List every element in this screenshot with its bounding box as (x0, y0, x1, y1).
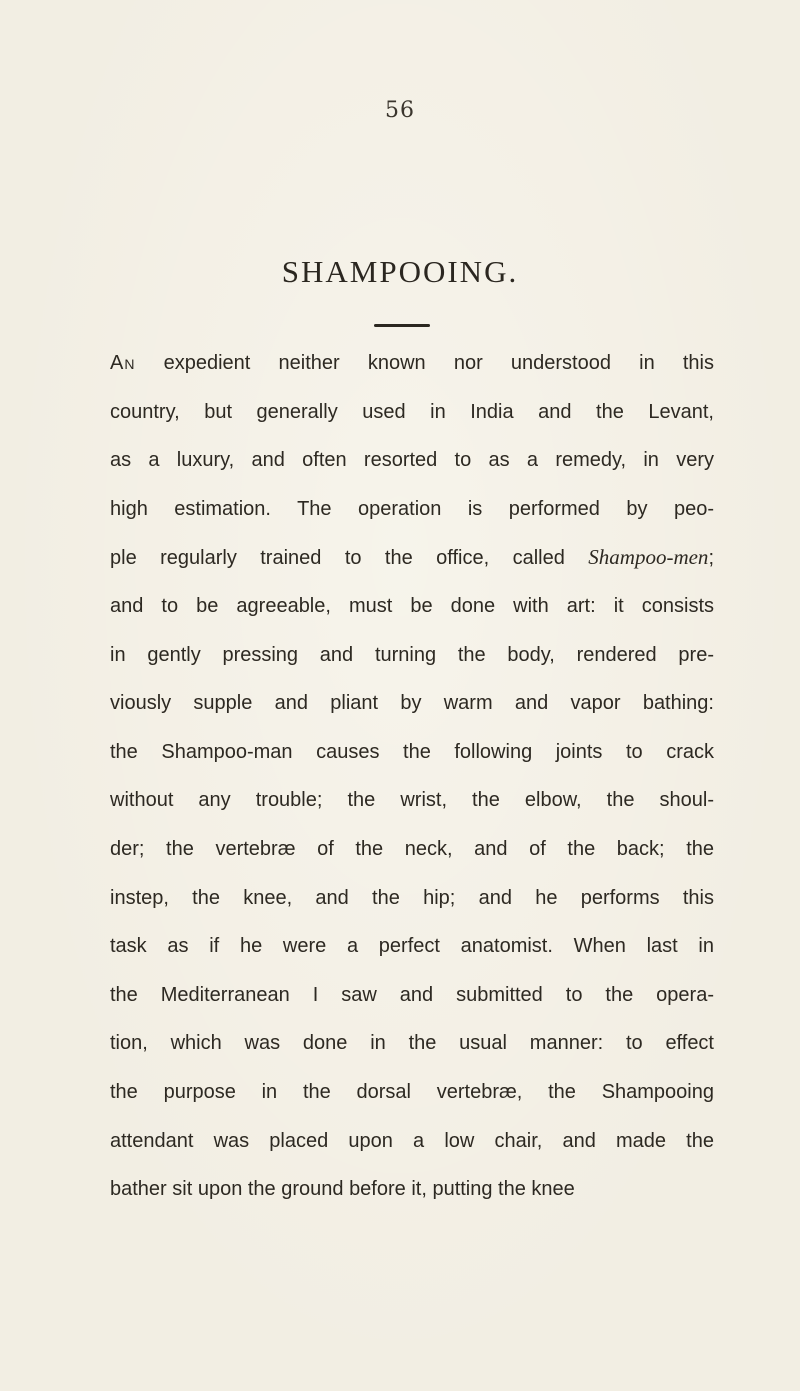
text-line: the Shampoo-man causes the following joints to crack (110, 740, 714, 763)
text-line: without any trouble; the wrist, the elbow, the shoul- (110, 789, 714, 812)
text-line: der; the vertebræ of the neck, and of the back; the (110, 837, 714, 860)
text-line: task as if he were a perfect anatomist. When last in (110, 935, 714, 958)
text-line: attendant was placed upon a low chair, and made the (110, 1129, 714, 1152)
title-rule (374, 324, 430, 327)
text-line: bather sit upon the ground before it, putting the knee (110, 1178, 575, 1201)
opening-word: An (110, 352, 136, 374)
line-text: expedient neither known nor understood in this (135, 352, 714, 374)
text-line: and to be agreeable, must be done with art: it consists (110, 594, 714, 617)
line-text: ple regularly trained to the office, called (110, 547, 589, 570)
italic-term: Shampoo-men (588, 545, 709, 570)
chapter-title: SHAMPOOING. (281, 254, 519, 289)
text-line: tion, which was done in the usual manner: to effect (110, 1032, 714, 1055)
text-line: instep, the knee, and the hip; and he performs this (110, 886, 714, 909)
text-line (110, 533, 714, 582)
text-line (110, 339, 714, 388)
text-line: the Mediterranean I saw and submitted to the opera- (110, 983, 714, 1006)
text-line: viously supple and pliant by warm and vapor bathing: (110, 692, 714, 715)
text-line: high estimation. The operation is performed by peo- (110, 497, 714, 520)
body-text (110, 339, 714, 1214)
page-number: 56 (385, 98, 415, 123)
text-line: in gently pressing and turning the body, rendered pre- (110, 643, 714, 666)
text-line: as a luxury, and often resorted to as a remedy, in very (110, 449, 714, 472)
line-tail: ; (708, 547, 714, 570)
text-line: country, but generally used in India and the Levant, (110, 400, 714, 423)
text-line: the purpose in the dorsal vertebræ, the Shampooing (110, 1080, 714, 1103)
